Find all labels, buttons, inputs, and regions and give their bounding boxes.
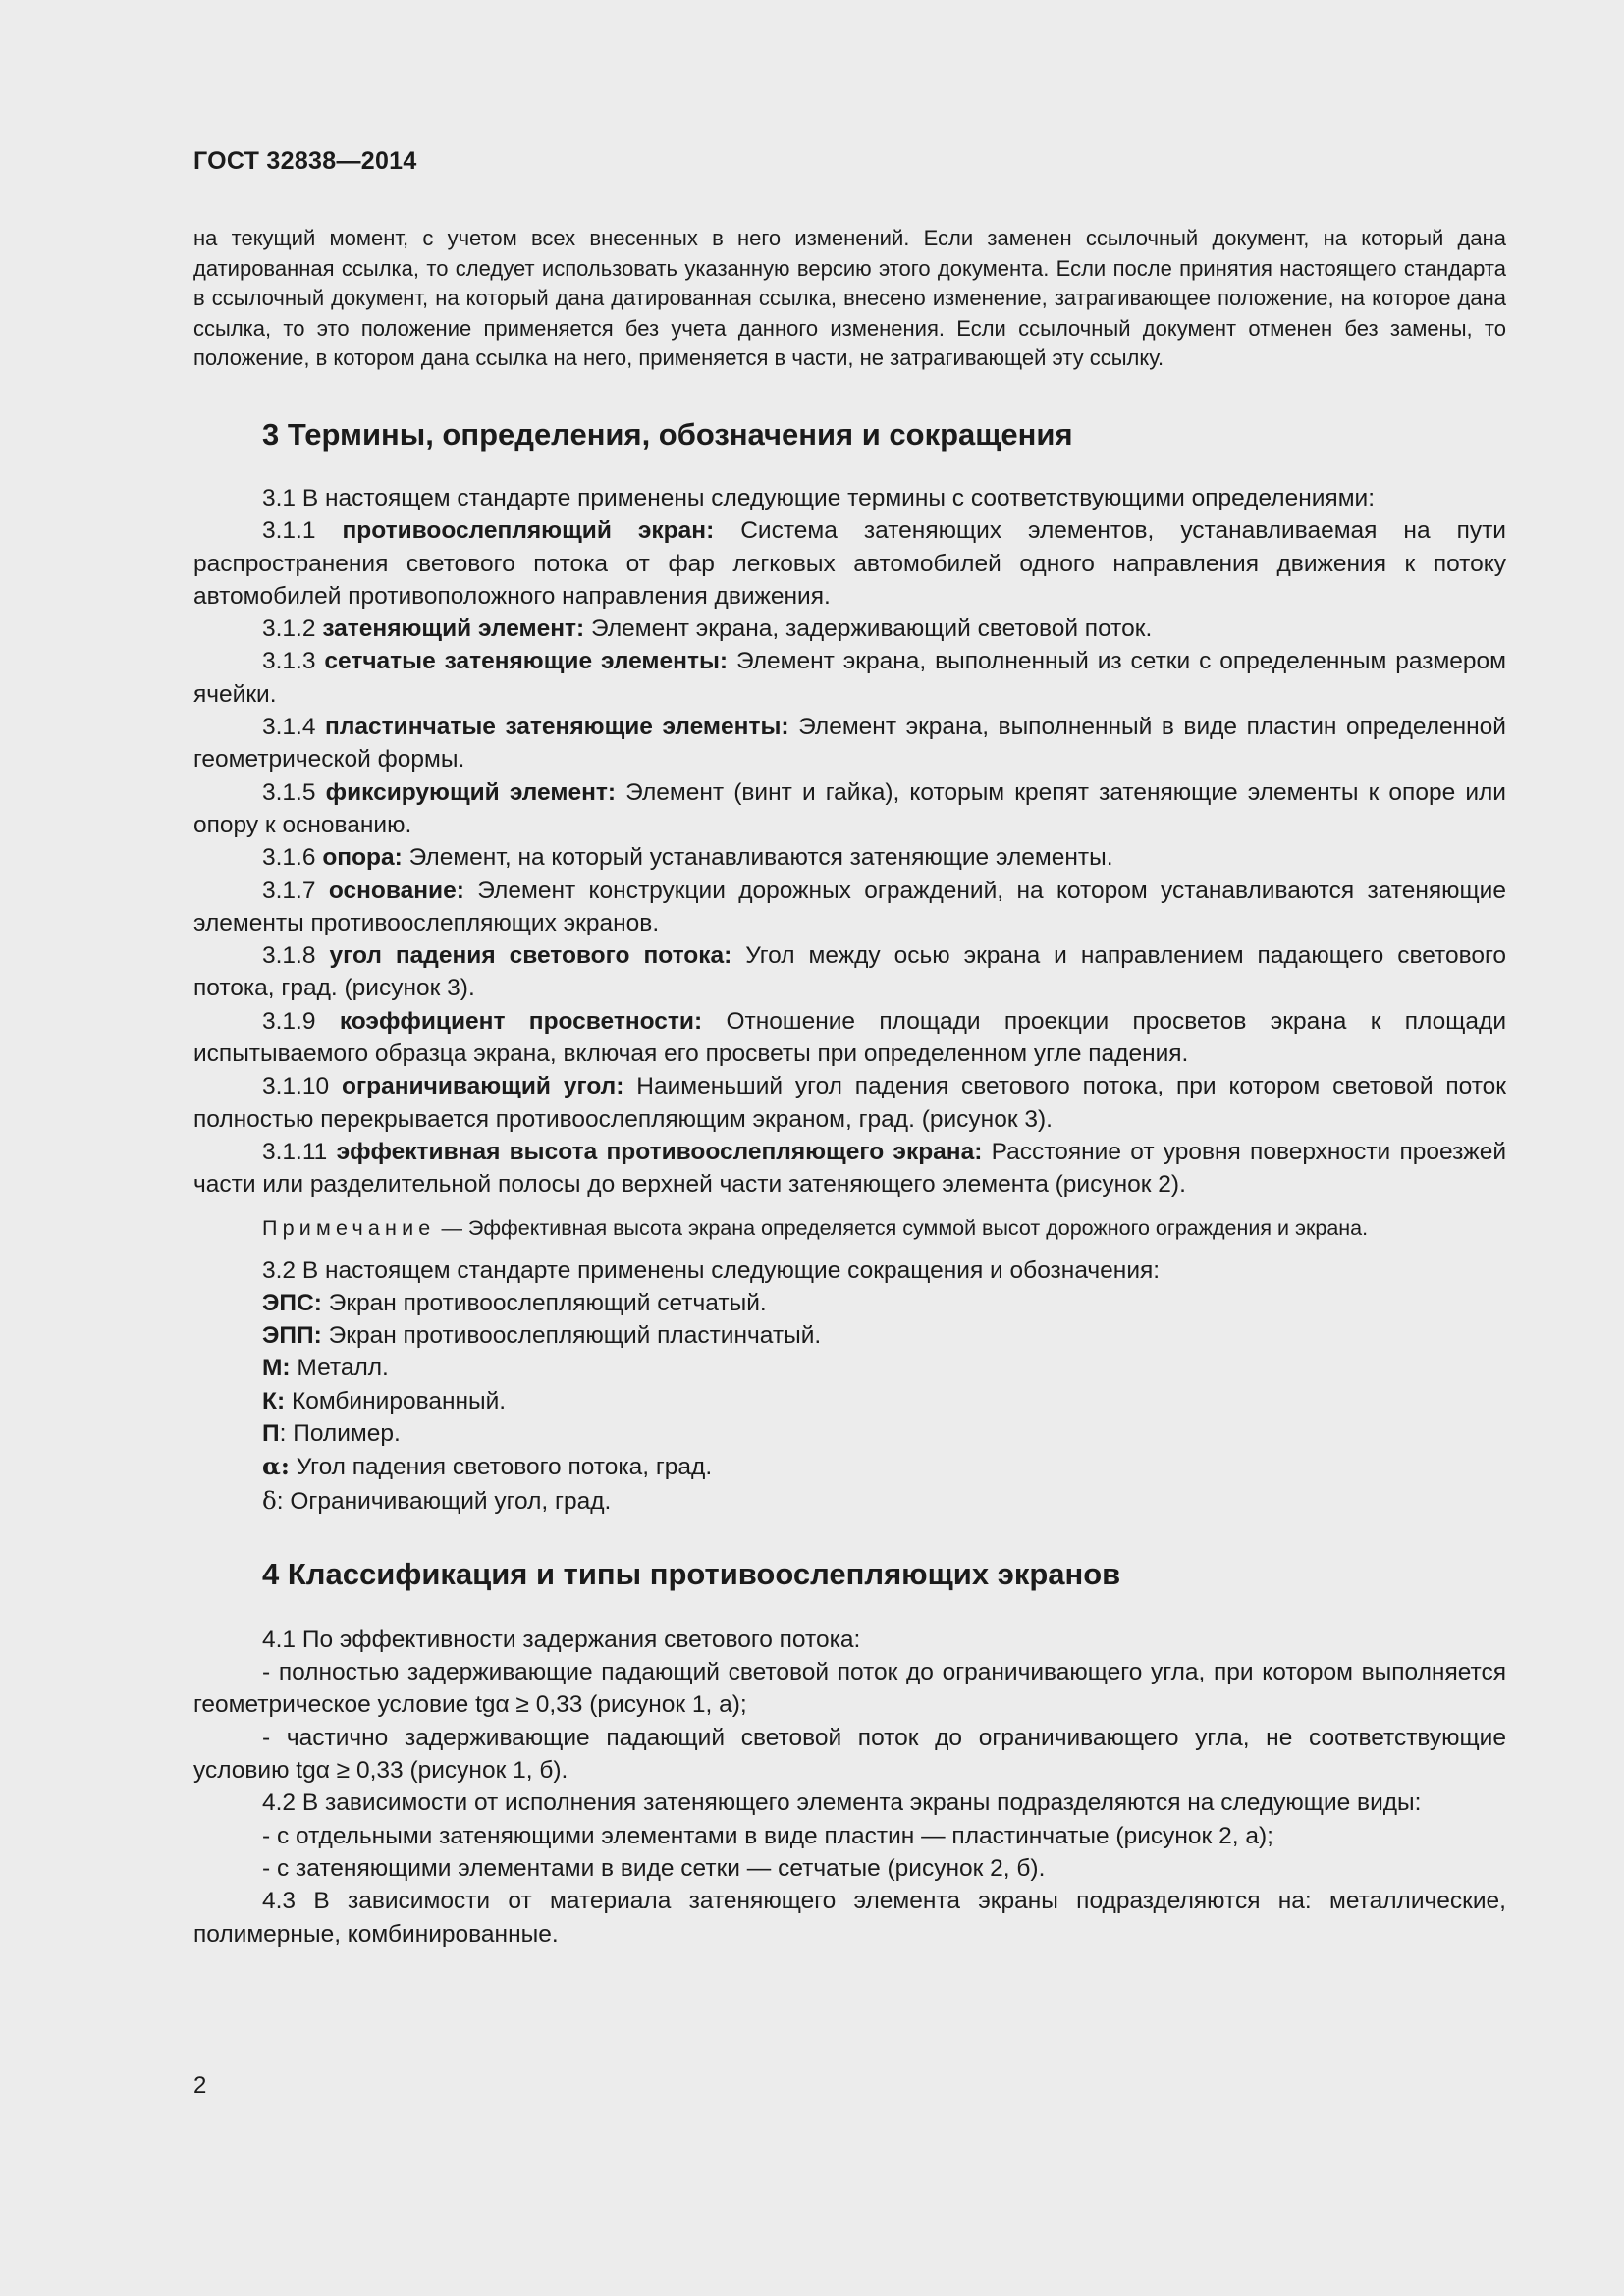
term-definition: Отношение площади проекции просветов экрана к площади испытываемого образца экрана, включая его просветы при определенном угле падения. — [193, 1007, 1507, 1068]
abbr-epp — [262, 1319, 1506, 1352]
note-label: Примечание — [262, 1215, 436, 1240]
paragraph-4-2: 4.2 В зависимости от исполнения затеняющего элемента экраны подразделяются на следующие виды: — [262, 1789, 1422, 1817]
term-number: 3.1.2 — [262, 615, 316, 643]
term-name: угол падения светового потока: — [329, 942, 732, 970]
term-definition: Наименьший угол падения светового потока, при котором световой поток полностью перекрывается противоослепляющим экраном, град. (рисунок 3). — [193, 1073, 1506, 1133]
abbr-p — [262, 1417, 1506, 1450]
section-4-title: 4 Классификация и типы противоослепляющих экранов — [262, 1556, 1121, 1591]
paragraph-3-1: 3.1 В настоящем стандарте применены следующие термины с соответствующими определениями: — [262, 484, 1376, 511]
term-name: коэффициент просветности: — [339, 1007, 703, 1035]
term-definition: Элемент (винт и гайка), которым крепят затеняющие элементы к опоре или опору к основанию. — [193, 778, 1506, 838]
term-name: пластинчатые затеняющие элементы: — [325, 714, 789, 741]
term-definition: Расстояние от уровня поверхности проезжей части или разделительной полосы до верхней части затеняющего элемента (рисунок 2). — [193, 1138, 1507, 1199]
abbr-key: М: — [262, 1355, 291, 1382]
note-text: — Эффективная высота экрана определяется суммой высот дорожного ограждения и экрана. — [441, 1215, 1369, 1240]
abbr-value: Комбинированный. — [291, 1387, 507, 1415]
term-definition: Система затеняющих элементов, устанавливаемая на пути распространения светового потока от фар легковых автомобилей одного направления движения к потоку автомобилей противоположного направления движения. — [193, 517, 1506, 610]
term-3-1-7 — [193, 875, 1506, 940]
abbr-key: ЭПП: — [262, 1322, 322, 1350]
term-3-1-10 — [193, 1070, 1506, 1136]
term-definition: Элемент экрана, выполненный в виде пластин определенной геометрической формы. — [193, 714, 1506, 774]
abbr-value: : Ограничивающий угол, град. — [276, 1487, 612, 1515]
list-item: - с отдельными затеняющими элементами в виде пластин — пластинчатые (рисунок 2, а); — [262, 1822, 1273, 1849]
abbr-key: δ — [262, 1485, 277, 1515]
term-number: 3.1.5 — [262, 778, 316, 806]
section-3-body — [193, 482, 1506, 1518]
term-name: эффективная высота противоослепляющего экрана: — [336, 1138, 983, 1165]
document-body — [193, 224, 1506, 1950]
abbr-delta — [262, 1484, 1506, 1518]
section-4-body — [193, 1624, 1506, 1950]
page-number: 2 — [193, 2072, 207, 2099]
term-name: фиксирующий элемент: — [325, 778, 617, 806]
term-number: 3.1.11 — [262, 1138, 328, 1165]
term-name: основание: — [328, 877, 464, 904]
term-name: сетчатые затеняющие элементы: — [324, 648, 729, 675]
term-number: 3.1.7 — [262, 877, 316, 904]
abbr-key: ЭПС: — [262, 1289, 322, 1316]
term-number: 3.1.1 — [262, 517, 316, 545]
term-3-1-11 — [193, 1136, 1506, 1201]
term-number: 3.1.3 — [262, 648, 316, 675]
term-number: 3.1.4 — [262, 714, 316, 741]
abbr-key: К: — [262, 1387, 286, 1415]
term-3-1-1 — [193, 514, 1506, 613]
abbr-value: Экран противоослепляющий пластинчатый. — [328, 1322, 822, 1350]
abbr-value: Экран противоослепляющий сетчатый. — [328, 1289, 767, 1316]
term-definition: Элемент, на который устанавливаются затеняющие элементы. — [408, 844, 1113, 872]
term-3-1-4 — [193, 711, 1506, 776]
abbr-k — [262, 1385, 1506, 1417]
term-definition: Угол между осью экрана и направлением падающего светового потока, град. (рисунок 3). — [193, 942, 1507, 1002]
abbr-value: Угол падения светового потока, град. — [296, 1454, 713, 1481]
abbr-key: α: — [262, 1452, 290, 1481]
term-number: 3.1.10 — [262, 1073, 330, 1100]
paragraph-3-2: 3.2 В настоящем стандарте применены следующие сокращения и обозначения: — [262, 1256, 1161, 1284]
abbr-value: Металл. — [297, 1355, 389, 1382]
list-item: - полностью задерживающие падающий световой поток до ограничивающего угла, при котором выполняется геометрическое условие tgα ≥ 0,33 (рисунок 1, а); — [193, 1659, 1506, 1719]
term-definition: Элемент конструкции дорожных ограждений, на котором устанавливаются затеняющие элементы противоослепляющих экранов. — [193, 877, 1506, 936]
term-number: 3.1.6 — [262, 844, 316, 872]
term-definition: Элемент экрана, задерживающий световой поток. — [591, 615, 1153, 643]
abbr-m — [262, 1352, 1506, 1384]
abbr-eps — [262, 1287, 1506, 1319]
term-name: противоослепляющий экран: — [342, 517, 715, 545]
term-3-1-5 — [193, 776, 1506, 842]
term-3-1-8 — [193, 939, 1506, 1005]
intro-paragraph: на текущий момент, с учетом всех внесенных в него изменений. Если заменен ссылочный документ, на который дана датированная ссылка, то следует использовать указанную версию этого документа. Если после принятия настоящего стандарта в ссылочный документ, на который дана датированная ссылка, внесено изменение, затрагивающее положение, на которое дана ссылка, то это положение применяется без учета данного изменения. Если ссылочный документ отменен без замены, то положение, в котором дана ссылка на него, применяется в части, не затрагивающей эту ссылку. — [193, 226, 1506, 371]
term-3-1-6 — [193, 841, 1506, 874]
paragraph-4-1: 4.1 По эффективности задержания светового потока: — [262, 1626, 861, 1653]
paragraph-4-3: 4.3 В зависимости от материала затеняющего элемента экраны подразделяются на: металлические, полимерные, комбинированные. — [193, 1888, 1506, 1948]
note — [262, 1213, 1506, 1243]
list-item: - частично задерживающие падающий световой поток до ограничивающего угла, не соответствующие условию tgα ≥ 0,33 (рисунок 1, б). — [193, 1724, 1506, 1785]
term-number: 3.1.8 — [262, 942, 316, 970]
term-name: затеняющий элемент: — [322, 615, 585, 643]
term-name: опора: — [322, 844, 403, 872]
section-3-title: 3 Термины, определения, обозначения и сокращения — [262, 416, 1073, 452]
abbr-key: П — [262, 1419, 280, 1447]
term-definition: Элемент экрана, выполненный из сетки с определенным размером ячейки. — [193, 648, 1507, 708]
abbr-value: : Полимер. — [279, 1419, 401, 1447]
term-3-1-2 — [193, 613, 1506, 645]
term-number: 3.1.9 — [262, 1007, 316, 1035]
term-name: ограничивающий угол: — [341, 1073, 624, 1100]
list-item: - с затеняющими элементами в виде сетки — сетчатые (рисунок 2, б). — [262, 1854, 1046, 1882]
abbr-alpha — [262, 1450, 1506, 1483]
term-3-1-9 — [193, 1005, 1506, 1071]
term-3-1-3 — [193, 645, 1506, 711]
document-header-code: ГОСТ 32838—2014 — [193, 147, 417, 175]
